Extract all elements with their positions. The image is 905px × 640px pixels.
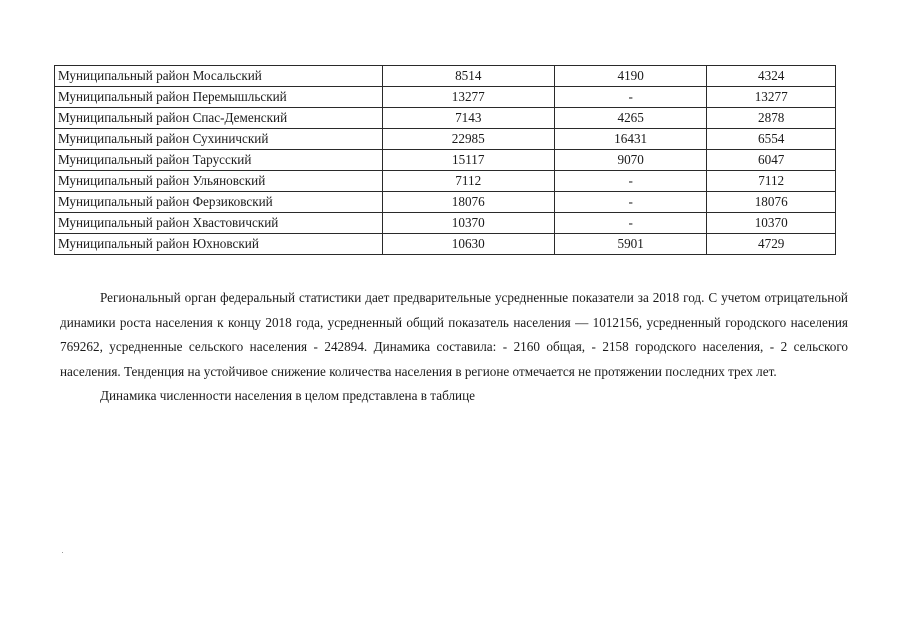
rural-population-cell: 2878 xyxy=(707,108,836,129)
total-population-cell: 18076 xyxy=(382,192,554,213)
table-row xyxy=(55,108,836,129)
total-population-cell: 8514 xyxy=(382,66,554,87)
table-row xyxy=(55,87,836,108)
table-row xyxy=(55,171,836,192)
district-name-cell: Муниципальный район Юхновский xyxy=(55,234,383,255)
rural-population-cell: 4324 xyxy=(707,66,836,87)
urban-population-cell: 5901 xyxy=(554,234,706,255)
table-row xyxy=(55,66,836,87)
population-table xyxy=(54,65,836,255)
urban-population-cell: 4190 xyxy=(554,66,706,87)
rural-population-cell: 13277 xyxy=(707,87,836,108)
district-name-cell: Муниципальный район Сухиничский xyxy=(55,129,383,150)
rural-population-cell: 10370 xyxy=(707,213,836,234)
paragraph-dynamics-intro: Динамика численности населения в целом представлена в таблице xyxy=(100,388,475,403)
scan-speck xyxy=(62,552,63,553)
urban-population-cell: - xyxy=(554,87,706,108)
urban-population-cell: - xyxy=(554,171,706,192)
total-population-cell: 10370 xyxy=(382,213,554,234)
urban-population-cell: 16431 xyxy=(554,129,706,150)
table-row xyxy=(55,129,836,150)
rural-population-cell: 4729 xyxy=(707,234,836,255)
table-row xyxy=(55,192,836,213)
district-name-cell: Муниципальный район Перемышльский xyxy=(55,87,383,108)
body-text xyxy=(60,286,848,409)
urban-population-cell: 9070 xyxy=(554,150,706,171)
rural-population-cell: 18076 xyxy=(707,192,836,213)
total-population-cell: 7143 xyxy=(382,108,554,129)
rural-population-cell: 7112 xyxy=(707,171,836,192)
total-population-cell: 15117 xyxy=(382,150,554,171)
table-row xyxy=(55,234,836,255)
total-population-cell: 7112 xyxy=(382,171,554,192)
total-population-cell: 22985 xyxy=(382,129,554,150)
urban-population-cell: - xyxy=(554,192,706,213)
district-name-cell: Муниципальный район Тарусский xyxy=(55,150,383,171)
rural-population-cell: 6554 xyxy=(707,129,836,150)
total-population-cell: 10630 xyxy=(382,234,554,255)
district-name-cell: Муниципальный район Хвастовичский xyxy=(55,213,383,234)
district-name-cell: Муниципальный район Мосальский xyxy=(55,66,383,87)
rural-population-cell: 6047 xyxy=(707,150,836,171)
urban-population-cell: 4265 xyxy=(554,108,706,129)
table-row xyxy=(55,213,836,234)
urban-population-cell: - xyxy=(554,213,706,234)
district-name-cell: Муниципальный район Спас-Деменский xyxy=(55,108,383,129)
district-name-cell: Муниципальный район Ульяновский xyxy=(55,171,383,192)
table-row xyxy=(55,150,836,171)
district-name-cell: Муниципальный район Ферзиковский xyxy=(55,192,383,213)
population-table-body xyxy=(55,66,836,255)
total-population-cell: 13277 xyxy=(382,87,554,108)
paragraph-statistics: Региональный орган федеральный статистики дает предварительные усредненные показатели за 2018 год. С учетом отрицательной динамики роста населения к концу 2018 года, усредненный общий показатель населения — 1012156, усредненный городского населения 769262, усредненные сельского населения - 242894. Динамика составила: - 2160 общая, - 2158 городского населения, - 2 сельского населения. Тенденция на устойчивое снижение количества населения в регионе отмечается не протяжении последних трех лет. xyxy=(60,290,848,379)
